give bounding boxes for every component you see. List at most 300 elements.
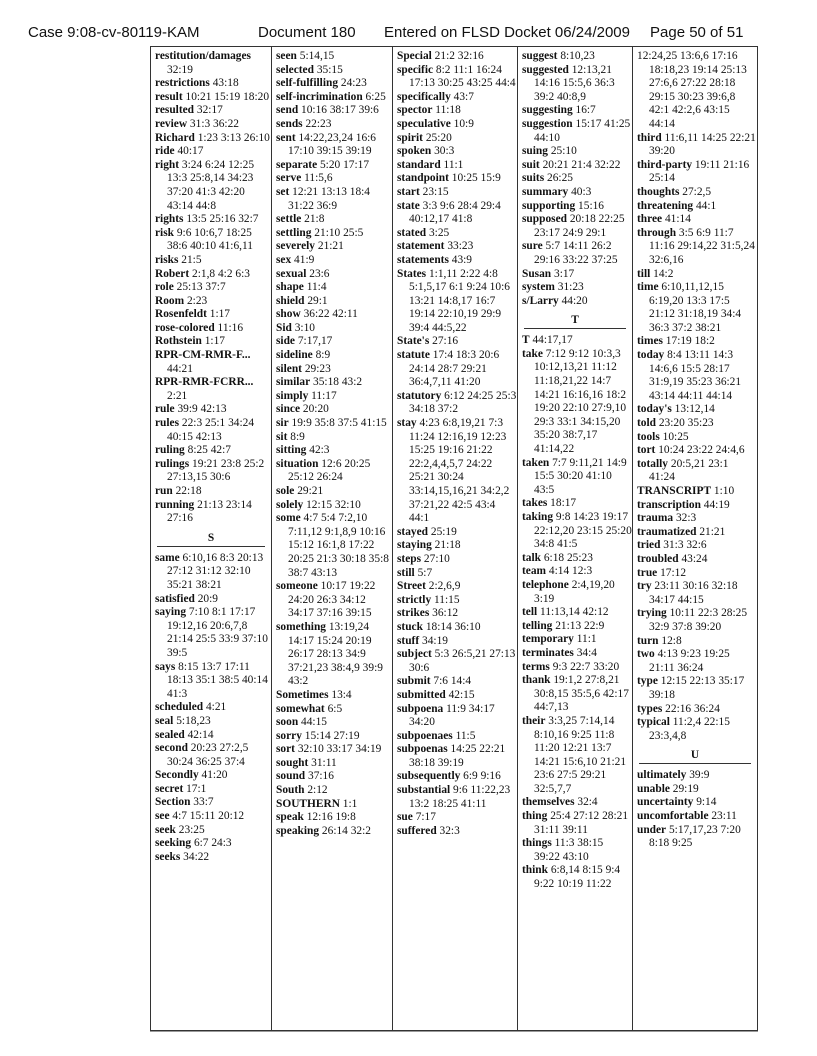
index-entry	[276, 132, 392, 159]
index-entry	[155, 701, 271, 715]
index-term: told	[637, 417, 656, 430]
index-term: right	[155, 158, 180, 171]
index-entry	[276, 64, 392, 78]
index-entry	[397, 784, 517, 811]
index-refs: 21:8	[304, 213, 325, 226]
index-refs: 31:11	[311, 756, 337, 769]
index-refs: 35:15	[316, 63, 343, 76]
index-term: State's	[397, 335, 430, 348]
index-entry	[397, 730, 517, 744]
index-refs: 11:18	[435, 104, 461, 117]
index-refs: 3:3 9:6 28:4 29:4 40:12,17 41:8	[409, 199, 501, 226]
index-refs: 11:17	[311, 389, 337, 402]
index-entry	[155, 254, 271, 268]
index-term: things	[522, 837, 552, 850]
index-refs: 5:18,23	[176, 714, 211, 727]
index-refs: 23:25	[178, 823, 205, 836]
index-refs: 3:3,25 7:14,14 8:10,16 9:25 11:8 11:20 12:21 13:7 14:21 15:6,10 21:21 23:6 27:5 29:21 32:5,7,7	[534, 714, 627, 795]
index-term: staying	[397, 539, 432, 552]
index-term: two	[637, 648, 655, 661]
index-term: telephone	[522, 578, 569, 591]
index-term: sue	[397, 811, 413, 824]
index-entry	[637, 526, 757, 540]
index-refs: 10:25 15:9	[451, 172, 501, 185]
index-entry	[397, 335, 517, 349]
index-refs: 21:13 23:14 27:16	[167, 498, 252, 525]
index-refs: 9:6 10:6,7 18:25 38:6 40:10 41:6,11	[167, 226, 253, 253]
index-refs: 11:9 34:17 34:20	[409, 702, 495, 729]
index-refs: 18:14 36:10	[425, 620, 481, 633]
index-refs: 32:10 33:17 34:19	[297, 743, 382, 756]
index-term: supposed	[522, 213, 567, 226]
index-entry	[522, 172, 632, 186]
index-term: substantial	[397, 784, 451, 797]
index-term: Street	[397, 580, 426, 593]
index-term: Robert	[155, 267, 190, 280]
index-refs: 2:4,19,20 3:19	[534, 578, 615, 605]
index-refs: 32:3	[439, 824, 460, 837]
index-term: review	[155, 117, 188, 130]
index-refs: 12:8	[661, 634, 682, 647]
index-term: specific	[397, 63, 434, 76]
index-entry	[397, 580, 517, 594]
index-entry	[522, 647, 632, 661]
index-entry	[522, 511, 632, 552]
index-term: strictly	[397, 593, 432, 606]
index-refs: 6:7 24:3	[193, 837, 232, 850]
index-term: seeking	[155, 837, 192, 850]
index-term: run	[155, 485, 173, 497]
index-term: restitution/damages	[155, 50, 251, 62]
index-term: speak	[276, 811, 304, 824]
index-refs: 11:6,11 14:25 22:21 39:20	[649, 131, 756, 158]
index-entry	[276, 784, 392, 798]
index-term: send	[276, 104, 299, 117]
index-term: thank	[522, 674, 551, 687]
index-entry	[397, 104, 517, 118]
index-entry	[155, 159, 271, 213]
index-term: rights	[155, 213, 184, 226]
index-term: ride	[155, 145, 175, 158]
index-term: state	[397, 199, 420, 212]
index-term: telling	[522, 619, 553, 632]
index-term: risk	[155, 226, 174, 239]
index-entry	[637, 796, 757, 810]
index-entry	[155, 77, 271, 91]
index-entry	[637, 349, 757, 403]
index-refs: 32:19	[167, 63, 193, 76]
index-refs: 3:5 6:9 11:7 11:16 29:14,22 31:5,24 32:6,16	[649, 226, 755, 266]
index-entry	[155, 796, 271, 810]
index-refs: 43:18	[212, 77, 239, 90]
index-refs: 12:15 22:13 35:17 39:18	[649, 675, 745, 701]
index-term: silent	[276, 362, 302, 375]
index-term: ruling	[155, 444, 185, 457]
index-entry	[637, 635, 757, 649]
index-entry	[637, 444, 757, 458]
index-refs: 4:13 9:23 19:25 21:11 36:24	[649, 648, 730, 674]
index-refs: 23:6	[309, 267, 330, 280]
index-refs: 8:2 11:1 16:24 17:13 30:25 43:25 44:4	[409, 63, 516, 90]
index-term: sexual	[276, 267, 307, 280]
index-entry	[397, 268, 517, 336]
index-term: seen	[276, 50, 297, 62]
index-refs: 6:18 25:23	[543, 551, 593, 564]
index-entry	[522, 606, 632, 620]
index-term: RPR-CM-RMR-F...	[155, 349, 251, 362]
index-refs: 15:14 27:19	[304, 729, 360, 742]
index-column	[517, 47, 632, 1030]
index-entry	[276, 159, 392, 173]
index-entry	[276, 186, 392, 213]
index-term: talk	[522, 551, 541, 564]
index-term: see	[155, 810, 170, 823]
index-refs: 12:24,25 13:6,6 17:16 18:18,23 19:14 25:13 27:6,6 27:22 28:18 29:15 30:23 39:6,8 42:1 42:2,6 43:15 44:14	[637, 50, 747, 130]
index-term: says	[155, 660, 176, 673]
index-refs: 36:12	[432, 607, 459, 620]
index-term: sound	[276, 770, 306, 783]
index-entry	[155, 851, 271, 865]
index-entry	[155, 227, 271, 254]
docket-entry: Entered on FLSD Docket 06/24/2009	[384, 24, 630, 41]
index-entry	[637, 186, 757, 200]
index-refs: 7:7 9:11,21 14:9 15:5 30:20 41:10 43:5	[534, 456, 627, 496]
index-term: situation	[276, 457, 319, 470]
index-refs: 15:17 41:25 44:10	[534, 117, 631, 144]
index-entry	[276, 798, 392, 812]
index-entry	[637, 824, 757, 851]
index-entry	[276, 281, 392, 295]
index-term: Section	[155, 796, 191, 809]
index-refs: 25:10	[550, 145, 577, 158]
index-refs: 11:1	[443, 158, 464, 171]
index-term: supporting	[522, 199, 576, 212]
index-term: self-incrimination	[276, 90, 363, 103]
index-entry	[397, 567, 517, 581]
index-term: stay	[397, 417, 417, 430]
index-entry	[637, 431, 757, 445]
index-entry	[637, 159, 757, 186]
index-refs: 23:20 35:23	[658, 417, 714, 430]
index-entry	[397, 186, 517, 200]
index-entry	[276, 743, 392, 757]
index-term: sent	[276, 131, 296, 144]
index-entry	[155, 552, 271, 593]
index-entry	[155, 810, 271, 824]
index-entry	[276, 730, 392, 744]
index-entry	[522, 552, 632, 566]
index-entry	[397, 417, 517, 526]
index-term: subpoenas	[397, 743, 448, 756]
index-refs: 6:10,11,12,15 6:19,20 13:3 17:5 21:12 31:18,19 34:4 36:3 37:2 38:21	[649, 281, 742, 334]
index-term: Sid	[276, 321, 292, 334]
index-term: statements	[397, 253, 449, 266]
index-term: sex	[276, 253, 292, 266]
index-term: result	[155, 90, 183, 103]
index-entry	[637, 50, 757, 132]
index-entry	[155, 132, 271, 146]
index-term: unable	[637, 782, 670, 795]
index-entry	[397, 50, 517, 64]
index-entry	[397, 172, 517, 186]
index-entry	[155, 322, 271, 336]
index-entry	[155, 499, 271, 526]
index-refs: 39:9 42:13	[177, 403, 227, 416]
index-term: specifically	[397, 90, 451, 103]
index-entry	[637, 417, 757, 431]
section-letter: U	[639, 749, 751, 764]
index-term: trying	[637, 607, 667, 620]
index-refs: 37:16	[308, 770, 334, 783]
index-term: sit	[276, 430, 288, 443]
index-term: Susan	[522, 267, 552, 280]
index-term: satisfied	[155, 592, 195, 605]
index-refs: 17:19 18:2	[665, 335, 715, 348]
index-term: system	[522, 281, 555, 294]
index-refs: 20:9	[197, 592, 218, 605]
index-refs: 11:13,14 42:12	[540, 606, 609, 619]
index-term: ultimately	[637, 769, 687, 782]
index-refs: 12:21 13:13 18:4 31:22 36:9	[288, 185, 370, 212]
index-term: shape	[276, 281, 304, 294]
index-term: team	[522, 565, 547, 578]
index-refs: 41:20	[201, 769, 228, 782]
index-refs: 10:17 19:22 24:20 26:3 34:12 34:17 37:16 39:15	[288, 580, 376, 620]
index-term: typical	[637, 716, 670, 729]
index-entry	[637, 648, 757, 675]
index-refs: 20:23 27:2,5 30:24 36:25 37:4	[167, 742, 249, 768]
index-refs: 2:21	[167, 389, 188, 402]
index-term: subsequently	[397, 770, 461, 783]
index-refs: 31:23	[557, 281, 584, 294]
index-term: their	[522, 714, 546, 727]
index-entry	[276, 363, 392, 377]
index-refs: 1:1,11 2:22 4:8 5:1,5,17 6:1 9:24 10:6 13:21 14:8,17 16:7 19:14 22:10,19 29:9 39:4 44:5,22	[409, 267, 510, 334]
index-refs: 19:9 35:8 37:5 41:15	[291, 417, 387, 430]
word-index	[150, 46, 758, 1031]
index-entry	[397, 770, 517, 784]
index-refs: 13:5 25:16 32:7	[186, 213, 259, 226]
index-entry	[522, 796, 632, 810]
index-term: Secondly	[155, 769, 199, 782]
index-term: takes	[522, 497, 548, 510]
index-entry	[522, 661, 632, 675]
index-entry	[522, 145, 632, 159]
index-term: serve	[276, 172, 302, 185]
index-entry	[397, 64, 517, 91]
index-entry	[522, 240, 632, 267]
index-entry	[397, 675, 517, 689]
index-entry	[155, 281, 271, 295]
index-entry	[397, 349, 517, 390]
index-term: third-party	[637, 158, 693, 171]
index-entry	[155, 742, 271, 769]
index-term: Rothstein	[155, 335, 202, 348]
index-term: similar	[276, 376, 311, 389]
index-refs: 12:6 20:25 25:12 26:24	[288, 457, 371, 484]
index-refs: 11:5,6	[304, 172, 333, 185]
index-term: same	[155, 551, 180, 564]
index-entry	[276, 213, 392, 227]
index-term: true	[637, 566, 658, 579]
index-term: sideline	[276, 349, 313, 362]
index-term: try	[637, 580, 652, 593]
index-entry	[155, 118, 271, 132]
index-term: Richard	[155, 131, 195, 144]
index-term: take	[522, 347, 543, 360]
index-entry	[637, 227, 757, 268]
index-entry	[276, 295, 392, 309]
index-entry	[637, 132, 757, 159]
index-entry	[637, 268, 757, 282]
index-refs: 11:15	[434, 593, 460, 606]
index-entry	[522, 213, 632, 240]
index-term: submit	[397, 675, 431, 688]
index-entry	[397, 825, 517, 839]
index-term: seeks	[155, 850, 181, 863]
index-refs: 21:10 25:5	[314, 226, 364, 239]
index-entry	[397, 689, 517, 703]
index-refs: 11:5	[455, 729, 476, 742]
index-entry	[522, 64, 632, 105]
index-term: terminates	[522, 646, 574, 659]
index-entry	[637, 567, 757, 581]
index-refs: 23:11	[711, 810, 737, 823]
index-refs: 10:9	[453, 117, 474, 130]
index-entry	[155, 715, 271, 729]
index-entry	[155, 213, 271, 227]
index-term: times	[637, 335, 663, 348]
index-refs: 4:14 12:3	[548, 565, 593, 578]
index-refs: 42:14	[187, 728, 214, 741]
index-term: self-fulfilling	[276, 77, 339, 90]
index-refs: 11:2,4 22:15 23:3,4,8	[649, 716, 730, 742]
index-refs: 22:16 36:24	[665, 702, 720, 715]
index-entry	[397, 621, 517, 635]
docket-header	[0, 24, 817, 46]
index-term: suggested	[522, 63, 569, 76]
index-refs: 19:1,2 27:8,21 30:8,15 35:5,6 42:17 44:7,13	[534, 674, 629, 714]
index-entry	[276, 757, 392, 771]
index-entry	[637, 553, 757, 567]
index-entry	[397, 743, 517, 770]
index-refs: 34:19	[422, 634, 448, 647]
index-term: solely	[276, 498, 304, 511]
index-refs: 29:23	[304, 362, 331, 375]
index-refs: 14:25 22:21 38:18 39:19	[409, 743, 506, 769]
index-entry	[155, 593, 271, 607]
index-refs: 27:2,5	[682, 185, 712, 198]
index-refs: 3:10	[294, 321, 315, 334]
index-refs: 2:2,6,9	[428, 580, 461, 593]
index-term: T	[522, 334, 530, 347]
index-term: suit	[522, 158, 540, 171]
index-entry	[637, 607, 757, 634]
index-refs: 14:22,23,24 16:6 17:10 39:15 39:19	[288, 131, 377, 158]
index-term: submitted	[397, 688, 446, 701]
index-refs: 10:24 23:22 24:4,6	[658, 444, 745, 457]
index-entry	[397, 526, 517, 540]
index-entry	[637, 281, 757, 335]
index-refs: 19:11 21:16 25:14	[649, 158, 750, 185]
index-term: something	[276, 620, 326, 633]
document-number: Document 180	[258, 24, 356, 41]
index-term: show	[276, 308, 301, 321]
index-entry	[155, 91, 271, 105]
index-entry	[637, 458, 757, 485]
index-refs: 26:25	[547, 172, 573, 185]
index-term: stated	[397, 226, 427, 239]
index-entry	[397, 240, 517, 254]
index-refs: 26:14 32:2	[321, 824, 371, 837]
index-refs: 1:1	[342, 797, 358, 810]
index-term: stayed	[397, 525, 429, 538]
index-refs: 35:18 43:2	[313, 376, 363, 389]
index-term: themselves	[522, 796, 575, 809]
index-refs: 22:23	[305, 117, 332, 130]
index-refs: 2:23	[186, 294, 208, 307]
index-entry	[276, 580, 392, 621]
index-refs: 30:3	[434, 145, 455, 158]
index-refs: 25:19	[430, 525, 457, 538]
index-entry	[637, 783, 757, 797]
index-entry	[637, 499, 757, 513]
index-entry	[522, 295, 632, 309]
index-entry	[522, 565, 632, 579]
index-entry	[397, 635, 517, 649]
index-refs: 25:13 37:7	[176, 281, 226, 294]
index-entry	[276, 770, 392, 784]
index-entry	[276, 444, 392, 458]
index-entry	[397, 553, 517, 567]
index-term: side	[276, 335, 295, 348]
index-refs: 9:14	[696, 796, 717, 809]
index-refs: 4:21	[205, 701, 227, 714]
index-term: settling	[276, 226, 312, 239]
index-term: secret	[155, 782, 184, 795]
index-entry	[397, 811, 517, 825]
index-column	[271, 47, 392, 1030]
index-refs: 44:1	[695, 199, 717, 212]
index-refs: 6:25	[365, 90, 386, 103]
index-refs: 8:10,23	[560, 50, 595, 62]
index-refs: 29:19	[672, 782, 699, 795]
index-refs: 25:4 27:12 28:21 31:11 39:11	[534, 810, 629, 836]
index-term: sitting	[276, 444, 307, 457]
index-term: Room	[155, 294, 185, 307]
index-entry	[637, 810, 757, 824]
index-refs: 6:5	[327, 702, 343, 715]
index-entry	[522, 810, 632, 837]
index-refs: 13:19,24 14:17 15:24 20:19 26:17 28:13 34:9 37:21,23 38:4,9 39:9 43:2	[288, 620, 383, 688]
index-column	[632, 47, 757, 1030]
index-entry	[637, 539, 757, 553]
index-entry	[397, 118, 517, 132]
index-refs: 7:12 9:12 10:3,3 10:12,13,21 11:12 11:18,21,22 14:7 14:21 16:16,16 18:2 19:20 22:10 27:9,10 29:3 33:1 34:15,20 35:20 38:7,17 41:14,22	[534, 347, 627, 456]
index-entry	[637, 703, 757, 717]
index-term: sorry	[276, 729, 302, 742]
index-refs: 5:7	[417, 566, 433, 579]
index-refs: 5:3 26:5,21 27:13 30:6	[409, 648, 516, 674]
index-refs: 21:13 22:9	[555, 619, 605, 632]
index-refs: 41:9	[294, 253, 315, 266]
index-entry	[276, 91, 392, 105]
index-refs: 33:23	[447, 240, 474, 253]
index-term: suing	[522, 145, 548, 158]
index-refs: 21:21	[699, 525, 726, 538]
index-term: subpoenaes	[397, 729, 453, 742]
index-entry	[276, 621, 392, 689]
